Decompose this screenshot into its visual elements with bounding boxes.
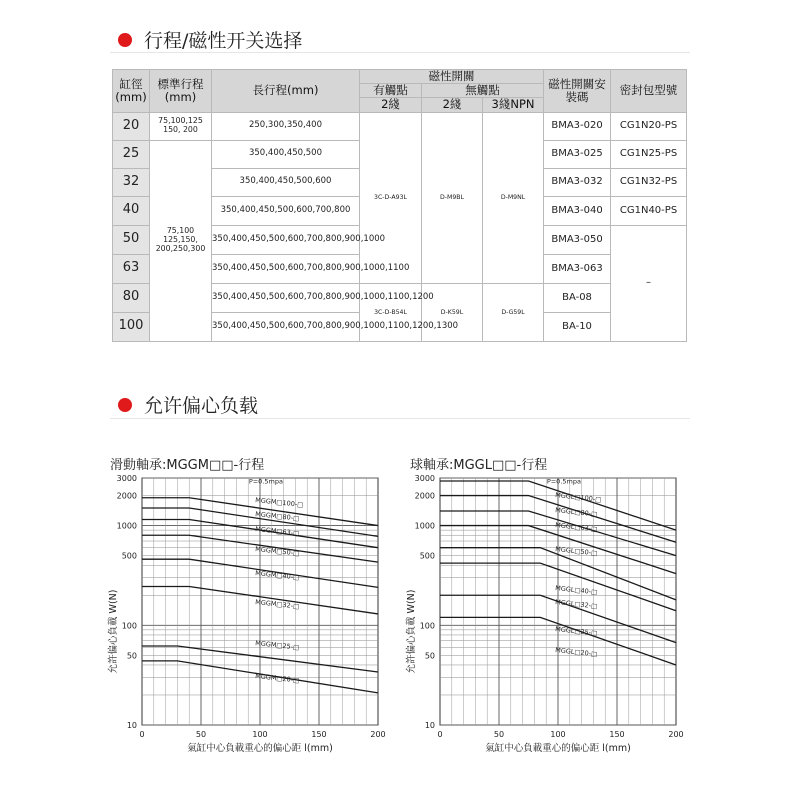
series-label: MGGL□40-□	[554, 584, 598, 597]
switch-contactless2-cell: D-K59L	[422, 283, 483, 341]
series-label: MGGL□63-□	[554, 521, 598, 534]
y-tick-label: 10	[126, 721, 137, 730]
switch-contact-cell: 3C-D-A93L	[360, 112, 422, 283]
series-label: MGGM□40-□	[254, 569, 300, 582]
y-tick-label: 3000	[116, 474, 137, 483]
header-seal: 密封包型號	[611, 70, 687, 113]
x-tick-label: 200	[668, 730, 684, 739]
seal-cell: CG1N32-PS	[611, 168, 687, 196]
y-tick-label: 100	[121, 621, 137, 631]
switch-contactless3-cell: D-G59L	[483, 283, 544, 341]
series-label: MGGM□80-□	[254, 510, 300, 523]
x-tick-label: 100	[252, 730, 268, 739]
series-label: MGGM□32-□	[254, 598, 300, 611]
mount-cell: BMA3-025	[544, 140, 611, 168]
bore-cell: 32	[113, 168, 150, 196]
x-tick-label: 0	[139, 730, 145, 739]
long-stroke-cell: 350,400,450,500,600,700,800	[212, 196, 360, 225]
mount-cell: BMA3-063	[544, 254, 611, 283]
long-stroke-cell: 350,400,450,500,600,700,800,900,1000,1100,1200,1300	[212, 312, 360, 341]
series-label: MGGM□20-□	[254, 672, 300, 685]
mount-cell: BA-10	[544, 312, 611, 341]
x-tick-label: 150	[609, 730, 625, 739]
header-wire2b: 2綫	[422, 98, 483, 112]
mount-cell: BMA3-050	[544, 225, 611, 254]
y-axis-label: 允許偏心負載 W(N)	[108, 589, 119, 674]
pressure-annotation: P=0.5mpa	[248, 477, 283, 486]
long-stroke-cell: 350,400,450,500,600,700,800,900,1000,1100	[212, 254, 360, 283]
seal-cell: CG1N20-PS	[611, 112, 687, 140]
x-tick-label: 150	[311, 730, 327, 739]
y-axis-label: 允許偏心負載 W(N)	[406, 589, 417, 674]
x-tick-label: 0	[437, 730, 443, 739]
header-long-stroke: 長行程(mm)	[212, 70, 360, 113]
pressure-annotation: P=0.5mpa	[546, 477, 581, 486]
seal-cell: CG1N40-PS	[611, 196, 687, 225]
header-switch: 磁性開關	[360, 70, 544, 84]
std-stroke-cell: 75,100 125,150, 200,250,300	[150, 140, 212, 341]
y-tick-label: 2000	[414, 491, 435, 501]
bore-cell: 80	[113, 283, 150, 312]
x-tick-label: 50	[195, 730, 207, 739]
series-label: MGGL□20-□	[554, 646, 598, 659]
series-label: MGGL□50-□	[554, 545, 598, 558]
series-label: MGGM□100-□	[254, 496, 304, 510]
bore-cell: 40	[113, 196, 150, 225]
y-tick-label: 500	[121, 551, 137, 561]
series-label: MGGM□50-□	[254, 545, 300, 558]
long-stroke-cell: 350,400,450,500	[212, 140, 360, 168]
x-axis-label: 氣缸中心負載重心的偏心距 l(mm)	[187, 743, 333, 754]
y-tick-label: 1000	[414, 521, 435, 531]
x-tick-label: 200	[370, 730, 386, 739]
y-tick-label: 2000	[116, 491, 137, 501]
y-tick-label: 50	[126, 651, 137, 661]
long-stroke-cell: 350,400,450,500,600	[212, 168, 360, 196]
y-tick-label: 50	[424, 651, 435, 661]
header-wire2a: 2綫	[360, 98, 422, 112]
chart-title-sliding: 滑動軸承:MGGM□□-行程	[110, 458, 265, 473]
std-stroke-cell: 75,100,125 150, 200	[150, 112, 212, 140]
bore-cell: 20	[113, 112, 150, 140]
bore-cell: 25	[113, 140, 150, 168]
long-stroke-cell: 350,400,450,500,600,700,800,900,1000,1100,1200	[212, 283, 360, 312]
long-stroke-cell: 350,400,450,500,600,700,800,900,1000	[212, 225, 360, 254]
y-tick-label: 3000	[414, 474, 435, 483]
seal-empty-cell: –	[611, 225, 687, 341]
section-title-stroke-text: 行程/磁性开关选择	[144, 30, 303, 52]
header-bore: 缸徑(mm)	[113, 70, 150, 113]
x-axis-label: 氣缸中心負載重心的偏心距 l(mm)	[485, 743, 631, 754]
switch-contact-cell: 3C-D-B54L	[360, 283, 422, 341]
header-std-stroke: 標準行程(mm)	[150, 70, 212, 113]
header-contact: 有觸點	[360, 84, 422, 98]
chart-title-ball: 球軸承:MGGL□□-行程	[410, 458, 548, 473]
series-label: MGGL□25-□	[554, 625, 598, 638]
y-tick-label: 500	[419, 551, 435, 561]
series-label: MGGL□32-□	[554, 598, 598, 611]
y-tick-label: 1000	[116, 521, 137, 531]
header-mount: 磁性開關安裝碼	[544, 70, 611, 113]
x-tick-label: 50	[493, 730, 505, 739]
mount-cell: BMA3-040	[544, 196, 611, 225]
chart-sliding-bearing	[107, 474, 386, 754]
bore-cell: 100	[113, 312, 150, 341]
series-label: MGGL□100-□	[554, 491, 602, 504]
header-wire3: 3綫NPN	[483, 98, 544, 112]
mount-cell: BA-08	[544, 283, 611, 312]
chart-ball-bearing	[405, 474, 684, 754]
series-label: MGGL□80-□	[554, 506, 598, 519]
switch-contactless3-cell: D-M9NL	[483, 112, 544, 283]
section-title-load-text: 允许偏心负载	[144, 395, 259, 417]
x-tick-label: 100	[550, 730, 566, 739]
mount-cell: BMA3-032	[544, 168, 611, 196]
series-label: MGGM□25-□	[254, 639, 300, 652]
header-contactless: 無觸點	[422, 84, 544, 98]
bore-cell: 50	[113, 225, 150, 254]
switch-contactless2-cell: D-M9BL	[422, 112, 483, 283]
series-label: MGGM□63-□	[254, 525, 300, 538]
long-stroke-cell: 250,300,350,400	[212, 112, 360, 140]
y-tick-label: 100	[419, 621, 435, 631]
mount-cell: BMA3-020	[544, 112, 611, 140]
seal-cell: CG1N25-PS	[611, 140, 687, 168]
y-tick-label: 10	[424, 721, 435, 730]
bore-cell: 63	[113, 254, 150, 283]
